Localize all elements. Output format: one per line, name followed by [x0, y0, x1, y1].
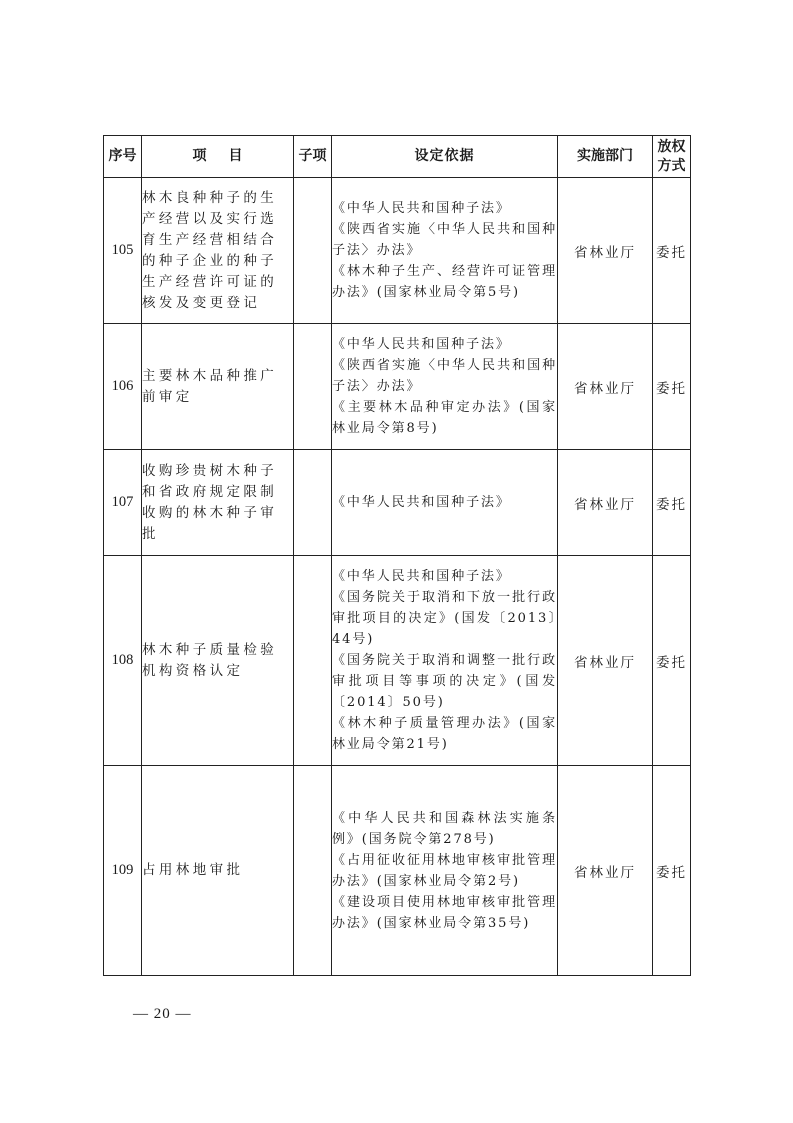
header-way-line2: 方式 — [657, 157, 686, 174]
header-seq: 序号 — [104, 136, 142, 178]
project-name: 林木种子质量检验机构资格认定 — [142, 556, 294, 766]
permission-table — [103, 135, 691, 976]
delegation-method: 委托 — [653, 178, 691, 324]
basis-line: 《主要林木品种审定办法》(国家林业局令第8号) — [332, 400, 557, 436]
basis-line: 《中华人民共和国森林法实施条例》(国务院令第278号) — [332, 810, 557, 847]
legal-basis — [332, 178, 558, 324]
legal-basis — [332, 450, 558, 556]
sub-item — [294, 766, 332, 976]
delegation-method: 委托 — [653, 766, 691, 976]
page-number: — 20 — — [133, 1006, 192, 1022]
table-row — [104, 324, 691, 450]
delegation-method: 委托 — [653, 450, 691, 556]
project-name: 收购珍贵树木种子和省政府规定限制收购的林木种子审批 — [142, 450, 294, 556]
table-row — [104, 178, 691, 324]
basis-line: 《中华人民共和国种子法》 — [332, 201, 511, 216]
delegation-method: 委托 — [653, 556, 691, 766]
basis-line: 《占用征收征用林地审核审批管理办法》(国家林业局令第2号) — [332, 852, 557, 889]
table-row — [104, 450, 691, 556]
basis-line: 《林木种子质量管理办法》(国家林业局令第21号) — [332, 716, 557, 752]
basis-line: 《建设项目使用林地审核审批管理办法》(国家林业局令第35号) — [332, 894, 557, 931]
header-way-line1: 放权 — [657, 138, 686, 155]
legal-basis — [332, 556, 558, 766]
department: 省林业厅 — [558, 178, 653, 324]
department: 省林业厅 — [558, 324, 653, 450]
header-dept: 实施部门 — [558, 136, 653, 178]
sub-item — [294, 556, 332, 766]
basis-line: 《陕西省实施〈中华人民共和国种子法〉办法》 — [332, 358, 557, 394]
header-item: 项目 — [142, 136, 294, 178]
header-subitem: 子项 — [294, 136, 332, 178]
header-way — [653, 136, 691, 178]
row-number: 107 — [104, 450, 142, 556]
department: 省林业厅 — [558, 450, 653, 556]
table-row — [104, 766, 691, 976]
department: 省林业厅 — [558, 766, 653, 976]
legal-basis — [332, 766, 558, 976]
department: 省林业厅 — [558, 556, 653, 766]
sub-item — [294, 324, 332, 450]
legal-basis — [332, 324, 558, 450]
delegation-method: 委托 — [653, 324, 691, 450]
basis-line: 《中华人民共和国种子法》 — [332, 337, 511, 352]
basis-line: 《中华人民共和国种子法》 — [332, 569, 511, 584]
basis-line: 《陕西省实施〈中华人民共和国种子法〉办法》 — [332, 222, 557, 258]
table-row — [104, 556, 691, 766]
project-name: 林木良种种子的生产经营以及实行选育生产经营相结合的种子企业的种子生产经营许可证的核发及变更登记 — [142, 178, 294, 324]
sub-item — [294, 450, 332, 556]
basis-line: 《国务院关于取消和下放一批行政审批项目的决定》(国发〔2013〕44号) — [332, 590, 557, 647]
project-name: 占用林地审批 — [142, 766, 294, 976]
basis-line: 《中华人民共和国种子法》 — [332, 495, 511, 510]
table-header-row — [104, 136, 691, 178]
sub-item — [294, 178, 332, 324]
basis-line: 《林木种子生产、经营许可证管理办法》(国家林业局令第5号) — [332, 264, 557, 300]
row-number: 109 — [104, 766, 142, 976]
row-number: 105 — [104, 178, 142, 324]
header-basis: 设定依据 — [332, 136, 558, 178]
row-number: 108 — [104, 556, 142, 766]
row-number: 106 — [104, 324, 142, 450]
basis-line: 《国务院关于取消和调整一批行政审批项目等事项的决定》(国发〔2014〕50号) — [332, 653, 557, 710]
project-name: 主要林木品种推广前审定 — [142, 324, 294, 450]
